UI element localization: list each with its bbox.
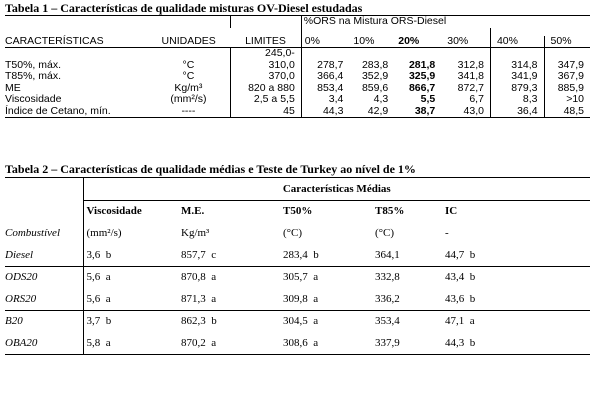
table-2-title: Tabela 2 – Características de qualidade médias e Teste de Turkey ao nível de 1%	[5, 162, 590, 178]
column-header-pct-50: 50%	[544, 36, 590, 48]
column-header-viscosity: Viscosidade	[83, 200, 181, 222]
column-header-units: UNIDADES	[147, 36, 230, 48]
table-row: T85%, máx. °C 370,0 366,4 352,9 325,9 341,8 341,9 367,9	[5, 71, 590, 83]
column-header-pct-0: 0%	[301, 36, 349, 48]
limit-extra: 245,0-	[230, 48, 301, 60]
table-2-group-header: Características Médias	[83, 178, 590, 200]
table-1	[5, 2, 590, 118]
table-row: ME Kg/m³ 820 a 880 853,4 859,6 866,7 872,7 879,3 885,9	[5, 83, 590, 95]
table-row: T50%, máx. °C 310,0 278,7 283,8 281,8 312,8 314,8 347,9	[5, 60, 590, 72]
table-row: Índice de Cetano, mín. ---- 45 44,3 42,9 38,7 43,0 36,4 48,5	[5, 106, 590, 118]
column-header-t50: T50%	[283, 205, 313, 218]
row-header-fuel: Combustível	[5, 227, 60, 239]
table-row: ODS20 5,6 a 870,8 a 305,7 a 332,8 43,4 b	[5, 266, 590, 288]
column-header-characteristics: CARACTERÍSTICAS	[5, 36, 147, 48]
table-row: ORS20 5,6 a 871,3 a 309,8 a 336,2 43,6 b	[5, 288, 590, 310]
table-1-title: Tabela 1 – Características de qualidade misturas OV-Diesel estudadas	[5, 1, 363, 15]
column-header-limits: LIMITES	[230, 36, 301, 48]
table-row: Viscosidade (mm²/s) 2,5 a 5,5 3,4 4,3 5,5 6,7 8,3 >10	[5, 94, 590, 106]
column-header-pct-40: 40%	[490, 36, 544, 48]
table-row: OBA20 5,8 a 870,2 a 308,6 a 337,9 44,3 b	[5, 332, 590, 354]
table-1-grid	[5, 15, 590, 118]
table-row: Diesel 3,6 b 857,7 c 283,4 b 364,1 44,7 b	[5, 244, 590, 266]
column-header-t85: T85%	[375, 205, 405, 218]
column-header-me: M.E.	[181, 205, 205, 218]
column-header-pct-20: 20%	[394, 36, 441, 48]
table-2-grid: Características Médias Viscosidade M.E. T50% T85% IC Combustível (mm²/s) Kg/m³ (°C) (°C) - Diesel 3,6 b 857,7 c 283,4 b 364,1 44,7 b ODS20 5,6 a 870,8 a 305,7 a 332,8 43,4 b ORS20 5,6 a 871,3 a 309,8 a 336,2 43,6 b B20 3,7 b 862,3 b 304,5 a 353,4 47,1 a OBA20 5,8 a 870,2 a 308,6 a 337,9 44,3 b	[5, 178, 590, 355]
table-row: B20 3,7 b 862,3 b 304,5 a 353,4 47,1 a	[5, 310, 590, 332]
column-header-pct-10: 10%	[349, 36, 394, 48]
column-header-pct-30: 30%	[441, 36, 490, 48]
table-2	[5, 162, 590, 355]
column-header-ic: IC	[445, 205, 458, 218]
table-1-group-header: %ORS na Mistura ORS-Diesel	[301, 16, 590, 28]
